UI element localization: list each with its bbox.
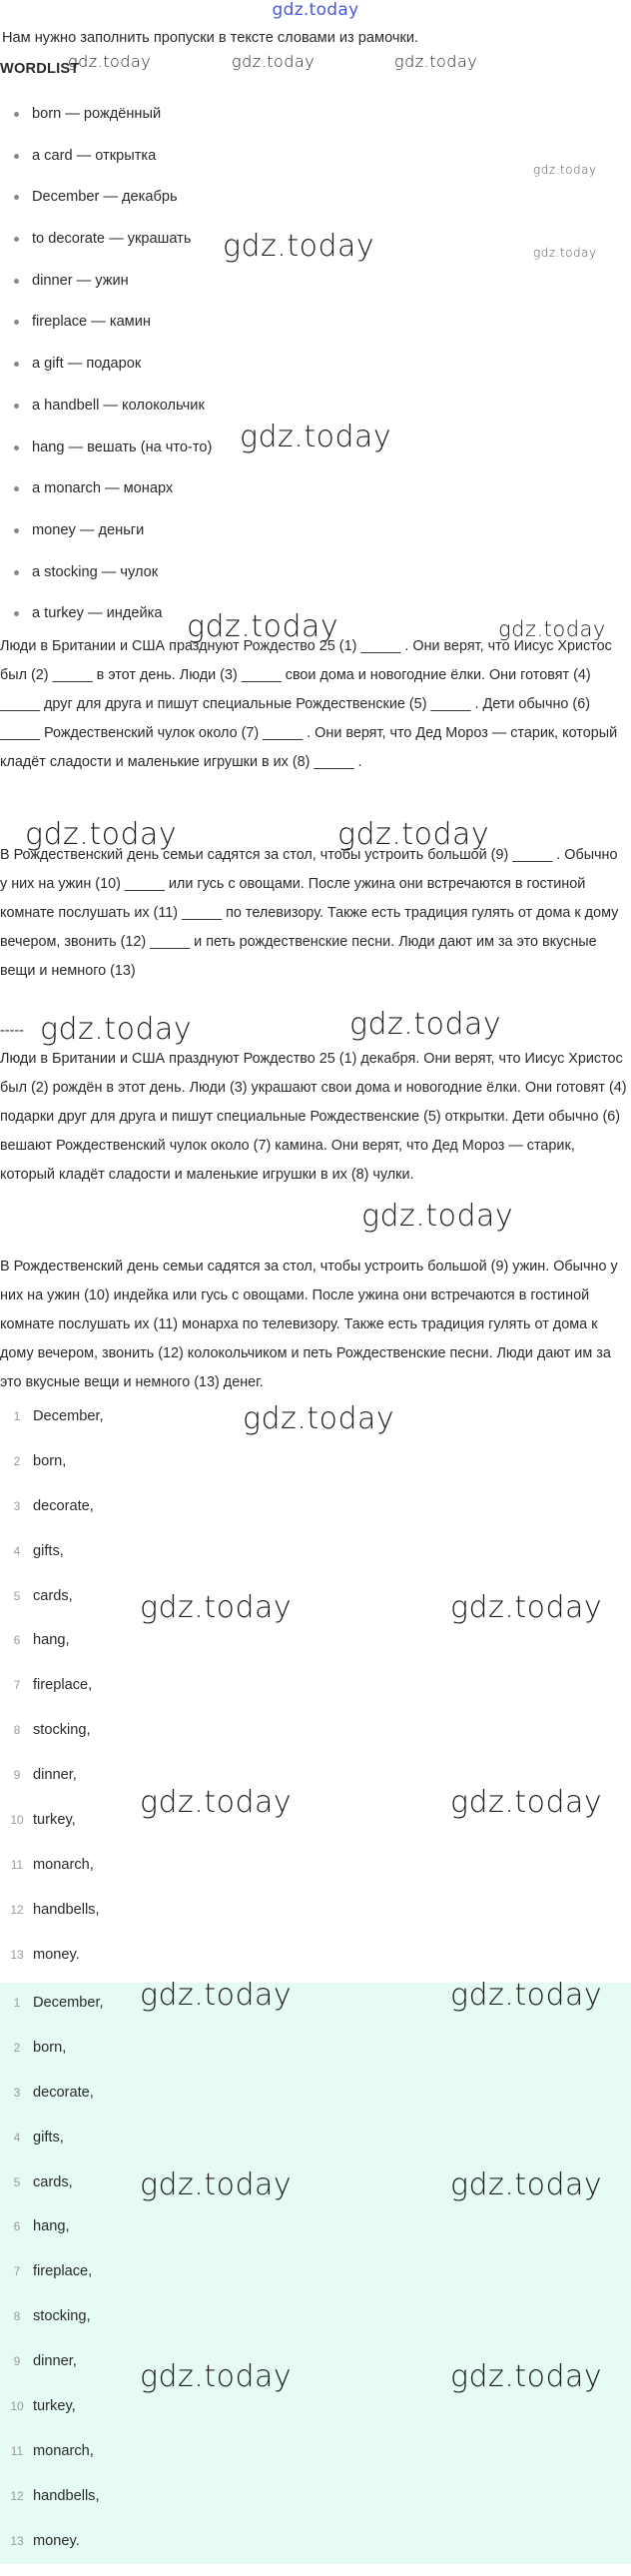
- item-number: 2: [13, 1453, 21, 1468]
- list-item: [0, 2128, 631, 2172]
- item-number: 11: [10, 2443, 24, 2458]
- answer-word: hang,: [33, 1632, 70, 1649]
- item-number: 13: [10, 2533, 24, 2548]
- list-item: [0, 1496, 631, 1541]
- answer-word: turkey,: [33, 1812, 76, 1829]
- item-number: 9: [13, 1768, 21, 1783]
- answer-word: turkey,: [33, 2398, 76, 2415]
- site-logo[interactable]: gdz.today: [272, 0, 359, 20]
- gap-text-paragraph-1: Люди в Британии и США празднуют Рождество 25 (1) _____ . Они верят, что Иисус Христос был (2) _____ в этот день. Люди (3) _____ свои дома и новогодние ёлки. Они готовят (4) _____ друг для друга и пишут специальные Рождественские (5) _____ . Дети обычно (6) _____ Рождественский чулок около (7) _____ . Они верят, что Дед Мороз — старик, который кладёт сладости и маленькие игрушки в их (8) _____ .: [0, 638, 618, 770]
- answer-word: fireplace,: [33, 2263, 93, 2280]
- list-item: [0, 2261, 631, 2306]
- gap-text-paragraph-2: В Рождественский день семьи садятся за стол, чтобы устроить большой (9) _____ . Обычно у них на ужин (10) _____ или гусь с овощами. После ужина они встречаются в гостиной комнате послушать их (11) _____ по телевизору. Также есть традиция гулять от дома к дому вечером, звонить (12) _____ и петь рождественские песни. Люди дают им за это вкусные вещи и немного (13): [0, 847, 619, 979]
- watermark: gdz.today: [140, 2359, 293, 2394]
- answer-word: cards,: [33, 2173, 73, 2190]
- answer-word: December,: [33, 1408, 104, 1424]
- list-item: fireplace — камин: [0, 312, 631, 354]
- item-number: 12: [10, 2488, 24, 2503]
- item-number: 2: [13, 2040, 21, 2055]
- watermark: gdz.today: [40, 1012, 193, 1047]
- answer-word: December,: [33, 1995, 104, 2011]
- answer-word: born,: [33, 1452, 67, 1469]
- watermark: gdz.today: [140, 2167, 293, 2202]
- answer-word: gifts,: [33, 2129, 64, 2146]
- answer-word: monarch,: [33, 2442, 94, 2459]
- list-item: to decorate — украшать: [0, 229, 631, 271]
- wordlist: [0, 104, 631, 645]
- item-number: 6: [13, 2219, 21, 2234]
- item-number: 1: [13, 1409, 21, 1423]
- answer-word: handbells,: [33, 2487, 100, 2504]
- watermark: gdz.today: [140, 1785, 293, 1820]
- list-item: hang — вешать (на что-то): [0, 437, 631, 479]
- list-item: a gift — подарок: [0, 354, 631, 396]
- item-number: 5: [13, 2174, 21, 2189]
- watermark: gdz.today: [450, 1590, 603, 1625]
- list-item: [0, 2083, 631, 2128]
- answer-word: monarch,: [33, 1856, 94, 1873]
- item-number: 9: [13, 2354, 21, 2369]
- item-number: 6: [13, 1633, 21, 1648]
- watermark: gdz.today: [450, 2167, 603, 2202]
- answer-word: stocking,: [33, 2308, 91, 2325]
- watermark: gdz.today: [337, 817, 490, 852]
- list-item: a turkey — индейка: [0, 603, 631, 645]
- list-item: [0, 2306, 631, 2351]
- watermark: gdz.today: [498, 617, 606, 641]
- list-item: [0, 2038, 631, 2083]
- list-item: [0, 2486, 631, 2531]
- wordlist-heading: WORDLIST: [0, 61, 80, 77]
- watermark: gdz.today: [140, 1978, 293, 2013]
- list-item: [0, 2396, 631, 2441]
- watermark: gdz.today: [140, 1590, 293, 1625]
- watermark: gdz.today: [394, 52, 478, 71]
- watermark: gdz.today: [450, 1785, 603, 1820]
- item-number: 8: [13, 1723, 21, 1738]
- list-item: born — рождённый: [0, 104, 631, 146]
- item-number: 4: [13, 2130, 21, 2145]
- answer-word: hang,: [33, 2218, 70, 2235]
- list-item: [0, 1541, 631, 1586]
- list-item: a stocking — чулок: [0, 562, 631, 604]
- answer-word: decorate,: [33, 2084, 94, 2101]
- watermark: gdz.today: [240, 420, 392, 454]
- list-item: a handbell — колокольчик: [0, 396, 631, 437]
- item-number: 3: [13, 1498, 21, 1513]
- item-number: 12: [10, 1902, 24, 1917]
- watermark: gdz.today: [243, 1401, 395, 1436]
- answer-word: cards,: [33, 1587, 73, 1604]
- watermark: gdz.today: [349, 1007, 502, 1042]
- item-number: 4: [13, 1543, 21, 1558]
- list-item: [0, 1675, 631, 1720]
- item-number: 3: [13, 2085, 21, 2100]
- answer-word: money.: [33, 1946, 80, 1963]
- list-item: [0, 1720, 631, 1765]
- watermark: gdz.today: [533, 246, 597, 260]
- gap-text-tail: -----: [0, 1023, 24, 1039]
- answer-word: fireplace,: [33, 1677, 93, 1694]
- list-item: [0, 2441, 631, 2486]
- task-intro: Нам нужно заполнить пропуски в тексте словами из рамочки.: [2, 30, 419, 46]
- watermark: gdz.today: [223, 229, 375, 264]
- item-number: 11: [10, 1857, 24, 1872]
- list-item: a monarch — монарх: [0, 478, 631, 520]
- answer-word: dinner,: [33, 2353, 77, 2370]
- item-number: 1: [13, 1996, 21, 2010]
- answer-word: born,: [33, 2039, 67, 2056]
- answer-word: decorate,: [33, 1497, 94, 1514]
- item-number: 8: [13, 2309, 21, 2324]
- list-item: a card — открытка: [0, 146, 631, 188]
- item-number: 10: [10, 1813, 24, 1828]
- list-item: money — деньги: [0, 520, 631, 562]
- watermark: gdz.today: [361, 1199, 514, 1234]
- answer-word: money.: [33, 2532, 80, 2549]
- list-item: [0, 1630, 631, 1675]
- item-number: 7: [13, 2264, 21, 2279]
- watermark: gdz.today: [68, 52, 152, 71]
- answer-word: dinner,: [33, 1767, 77, 1784]
- watermark: gdz.today: [450, 2359, 603, 2394]
- filled-text-paragraph-2: В Рождественский день семьи садятся за стол, чтобы устроить большой (9) ужин. Обычно у них на ужин (10) индейка или гусь с овощами. После ужина они встречаются в гостиной комнате послушать их (11) монарха по телевизору. Также есть традиция гулять от дома к дому вечером, звонить (12) колокольчиком и петь Рождественские песни. Люди дают им за это вкусные вещи и немного (13) денег.: [0, 1259, 618, 1390]
- watermark: gdz.today: [450, 1978, 603, 2013]
- list-item: [0, 1451, 631, 1496]
- answer-list-highlighted: [0, 1993, 631, 2576]
- watermark: gdz.today: [187, 609, 339, 644]
- item-number: 5: [13, 1588, 21, 1603]
- item-number: 7: [13, 1678, 21, 1693]
- answer-word: gifts,: [33, 1542, 64, 1559]
- answer-word: stocking,: [33, 1722, 91, 1739]
- list-item: [0, 2216, 631, 2261]
- list-item: dinner — ужин: [0, 271, 631, 313]
- watermark: gdz.today: [25, 817, 178, 852]
- item-number: 13: [10, 1947, 24, 1962]
- watermark: gdz.today: [232, 52, 316, 71]
- item-number: 10: [10, 2399, 24, 2414]
- answer-word: handbells,: [33, 1901, 100, 1918]
- list-item: [0, 1855, 631, 1900]
- list-item: [0, 2531, 631, 2576]
- list-item: December — декабрь: [0, 187, 631, 229]
- filled-text-paragraph-1: Люди в Британии и США празднуют Рождество 25 (1) декабря. Они верят, что Иисус Христос был (2) рождён в этот день. Люди (3) украшают свои дома и новогодние ёлки. Они готовят (4) подарки друг для друга и пишут специальные Рождественские (5) открытки. Дети обычно (6) вешают Рождественский чулок около (7) камина. Они верят, что Дед Мороз — старик, который кладёт сладости и маленькие игрушки в их (8) чулки.: [0, 1051, 627, 1183]
- list-item: [0, 1900, 631, 1945]
- watermark: gdz.today: [533, 163, 597, 177]
- answer-list: [0, 1406, 631, 1990]
